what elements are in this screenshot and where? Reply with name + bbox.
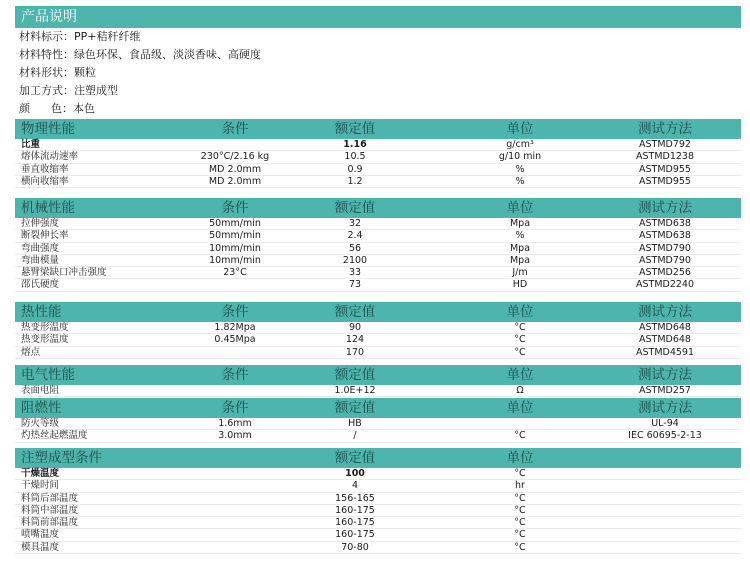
- table-row: [15, 418, 741, 430]
- table-cell: 160-175: [335, 504, 375, 516]
- table-cell: ASTMD648: [639, 334, 691, 346]
- table-row: [15, 322, 741, 334]
- table-cell: ASTMD955: [639, 163, 691, 175]
- table-cell: 拉伸强度: [21, 218, 60, 229]
- table-cell: 4: [351, 480, 359, 492]
- table-cell: 熔点: [21, 346, 41, 358]
- table-cell: 比重: [21, 139, 41, 150]
- table-row: [15, 542, 741, 554]
- table-cell: 160-175: [335, 517, 375, 529]
- table-row: [15, 176, 741, 188]
- table-row: [15, 230, 741, 242]
- table-cell: 1.0E+12: [334, 385, 376, 396]
- table-row: [15, 468, 741, 480]
- spec-section: [15, 119, 741, 188]
- table-cell: 90: [348, 322, 362, 333]
- column-header: 单位: [506, 450, 534, 466]
- table-cell: HB: [348, 418, 362, 429]
- column-header: 测试方法: [638, 367, 692, 383]
- table-cell: Ω: [516, 385, 524, 396]
- table-cell: 160-175: [335, 529, 375, 541]
- table-cell: °C: [514, 322, 526, 333]
- table-cell: 23°C: [223, 267, 247, 279]
- table-cell: ASTMD1238: [635, 151, 695, 163]
- column-header: 额定值: [334, 400, 376, 416]
- table-cell: °C: [514, 430, 526, 442]
- column-header: 单位: [506, 121, 534, 137]
- table-row: [15, 480, 741, 492]
- column-header: 测试方法: [638, 121, 692, 137]
- section-header: [15, 398, 741, 418]
- table-row: [15, 255, 741, 267]
- table-row: [15, 334, 741, 346]
- table-cell: 热变形温度: [21, 322, 69, 333]
- table-cell: 料筒前部温度: [21, 517, 79, 529]
- table-cell: 表面电阻: [21, 385, 60, 396]
- table-cell: 1.6mm: [218, 418, 252, 429]
- spec-section: [15, 448, 741, 554]
- table-cell: 干燥时间: [21, 480, 60, 492]
- table-cell: 56: [348, 242, 362, 254]
- info-key: 材料标示：: [19, 30, 74, 43]
- info-key: 材料特性：: [19, 48, 74, 61]
- table-cell: 2100: [342, 254, 368, 266]
- column-header: 条件: [221, 121, 249, 137]
- table-cell: ASTMD790: [639, 254, 691, 266]
- table-cell: °C: [514, 541, 526, 553]
- table-row: [15, 139, 741, 151]
- spec-section: [15, 365, 741, 397]
- table-cell: 2.4: [347, 230, 363, 242]
- table-row: [15, 218, 741, 230]
- table-cell: 料筒中部温度: [21, 504, 79, 516]
- info-value: 注塑成型: [74, 84, 118, 97]
- table-cell: 弯曲强度: [21, 242, 60, 254]
- table-row: [15, 347, 741, 359]
- info-row: [19, 100, 95, 117]
- table-cell: °C: [514, 468, 526, 479]
- column-header: 额定值: [334, 121, 376, 137]
- column-header: 条件: [221, 304, 249, 320]
- section-title: 机械性能: [21, 200, 75, 216]
- column-header: 条件: [221, 367, 249, 383]
- table-row: [15, 517, 741, 529]
- table-cell: °C: [514, 492, 526, 504]
- table-cell: 弯曲模量: [21, 254, 60, 266]
- table-cell: g/cm³: [506, 139, 534, 150]
- section-title: 注塑成型条件: [21, 450, 102, 466]
- info-value: 颗粒: [74, 66, 96, 79]
- table-row: [15, 493, 741, 505]
- column-header: 额定值: [334, 200, 376, 216]
- column-header: 额定值: [334, 450, 376, 466]
- table-cell: ASTMD638: [639, 218, 691, 229]
- section-header: [15, 198, 741, 218]
- table-cell: g/10 min: [498, 151, 542, 163]
- column-header: 单位: [506, 400, 534, 416]
- table-cell: 断裂伸长率: [21, 230, 69, 242]
- table-cell: 垂直收缩率: [21, 163, 69, 175]
- table-cell: UL-94: [651, 418, 679, 429]
- section-header: [15, 448, 741, 468]
- table-cell: 3.0mm: [218, 430, 252, 442]
- table-cell: °C: [514, 346, 526, 358]
- table-cell: ASTMD792: [639, 139, 691, 150]
- table-cell: 73: [348, 279, 362, 291]
- table-row: [15, 151, 741, 163]
- info-key: 加工方式：: [19, 84, 74, 97]
- table-cell: 热变形温度: [21, 334, 69, 346]
- table-cell: MD 2.0mm: [208, 175, 262, 187]
- table-cell: %: [515, 175, 525, 187]
- info-row: [19, 28, 140, 45]
- section-title: 阻燃性: [21, 400, 62, 416]
- table-cell: 230°C/2.16 kg: [200, 151, 270, 163]
- info-row: [19, 64, 96, 81]
- table-cell: 模具温度: [21, 541, 60, 553]
- info-row: [19, 46, 261, 63]
- info-key: 材料形状：: [19, 66, 74, 79]
- column-header: 单位: [506, 304, 534, 320]
- table-row: [15, 267, 741, 279]
- table-cell: ASTMD648: [639, 322, 691, 333]
- table-cell: 0.9: [347, 163, 363, 175]
- table-cell: ASTMD2240: [635, 279, 695, 291]
- table-row: [15, 430, 741, 442]
- column-header: 条件: [221, 200, 249, 216]
- section-header: [15, 365, 741, 385]
- table-cell: 1.82Mpa: [214, 322, 256, 333]
- table-cell: 料筒后部温度: [21, 492, 79, 504]
- section-title: 热性能: [21, 304, 62, 320]
- table-cell: 10mm/min: [209, 242, 261, 254]
- table-cell: J/m: [512, 267, 528, 279]
- table-row: [15, 243, 741, 255]
- table-row: [15, 529, 741, 541]
- table-cell: 33: [348, 267, 362, 279]
- table-cell: Mpa: [509, 218, 531, 229]
- table-cell: °C: [514, 529, 526, 541]
- column-header: 额定值: [334, 367, 376, 383]
- table-cell: 100: [345, 468, 365, 479]
- table-cell: 170: [345, 346, 365, 358]
- column-header: 单位: [506, 200, 534, 216]
- table-cell: 50mm/min: [209, 218, 261, 229]
- table-cell: 156-165: [335, 492, 375, 504]
- table-cell: /: [353, 430, 357, 442]
- table-cell: ASTMD638: [639, 230, 691, 242]
- table-cell: 1.2: [347, 175, 363, 187]
- page-title: 产品说明: [15, 6, 741, 28]
- table-cell: %: [515, 230, 525, 242]
- column-header: 条件: [221, 400, 249, 416]
- table-cell: 70-80: [341, 541, 369, 553]
- table-cell: HD: [512, 279, 528, 291]
- table-cell: 10.5: [344, 151, 366, 163]
- table-cell: 喷嘴温度: [21, 529, 60, 541]
- table-cell: ASTMD257: [639, 385, 691, 396]
- table-cell: IEC 60695-2-13: [628, 430, 702, 442]
- table-cell: 干燥温度: [21, 468, 60, 479]
- column-header: 单位: [506, 367, 534, 383]
- table-cell: 防火等级: [21, 418, 60, 429]
- section-header: [15, 302, 741, 322]
- section-title: 物理性能: [21, 121, 75, 137]
- table-cell: ASTMD4591: [635, 346, 695, 358]
- table-cell: 32: [348, 218, 362, 229]
- table-cell: 0.45Mpa: [214, 334, 256, 346]
- column-header: 测试方法: [638, 400, 692, 416]
- table-cell: 熔体流动速率: [21, 151, 79, 163]
- table-row: [15, 505, 741, 517]
- table-cell: 灼热丝起燃温度: [21, 430, 88, 442]
- column-header: 额定值: [334, 304, 376, 320]
- table-cell: ASTMD790: [639, 242, 691, 254]
- table-cell: %: [515, 163, 525, 175]
- spec-section: [15, 302, 741, 359]
- info-value: 本色: [72, 102, 95, 115]
- info-key: 颜 色：: [19, 102, 73, 115]
- table-cell: 横向收缩率: [21, 175, 69, 187]
- info-row: [19, 82, 118, 99]
- section-header: [15, 119, 741, 139]
- table-row: [15, 164, 741, 176]
- table-cell: °C: [514, 517, 526, 529]
- table-cell: °C: [514, 334, 526, 346]
- table-cell: 124: [345, 334, 365, 346]
- table-cell: ASTMD256: [639, 267, 691, 279]
- table-cell: 50mm/min: [209, 230, 261, 242]
- table-cell: 悬臂梁缺口冲击强度: [21, 267, 107, 279]
- table-row: [15, 279, 741, 291]
- table-cell: ASTMD955: [639, 175, 691, 187]
- table-cell: MD 2.0mm: [208, 163, 262, 175]
- spec-section: [15, 398, 741, 443]
- table-cell: Mpa: [509, 242, 531, 254]
- table-cell: hr: [515, 480, 525, 492]
- column-header: 测试方法: [638, 304, 692, 320]
- table-cell: 邵氏硬度: [21, 279, 60, 291]
- table-cell: Mpa: [509, 254, 531, 266]
- info-value: PP+秸秆纤维: [74, 30, 141, 43]
- column-header: 测试方法: [638, 200, 692, 216]
- table-cell: °C: [514, 504, 526, 516]
- section-title: 电气性能: [21, 367, 75, 383]
- spec-section: [15, 198, 741, 292]
- info-value: 绿色环保、食品级、淡淡香味、高硬度: [74, 48, 261, 61]
- table-cell: 10mm/min: [209, 254, 261, 266]
- table-cell: 1.16: [343, 139, 367, 150]
- table-row: [15, 385, 741, 397]
